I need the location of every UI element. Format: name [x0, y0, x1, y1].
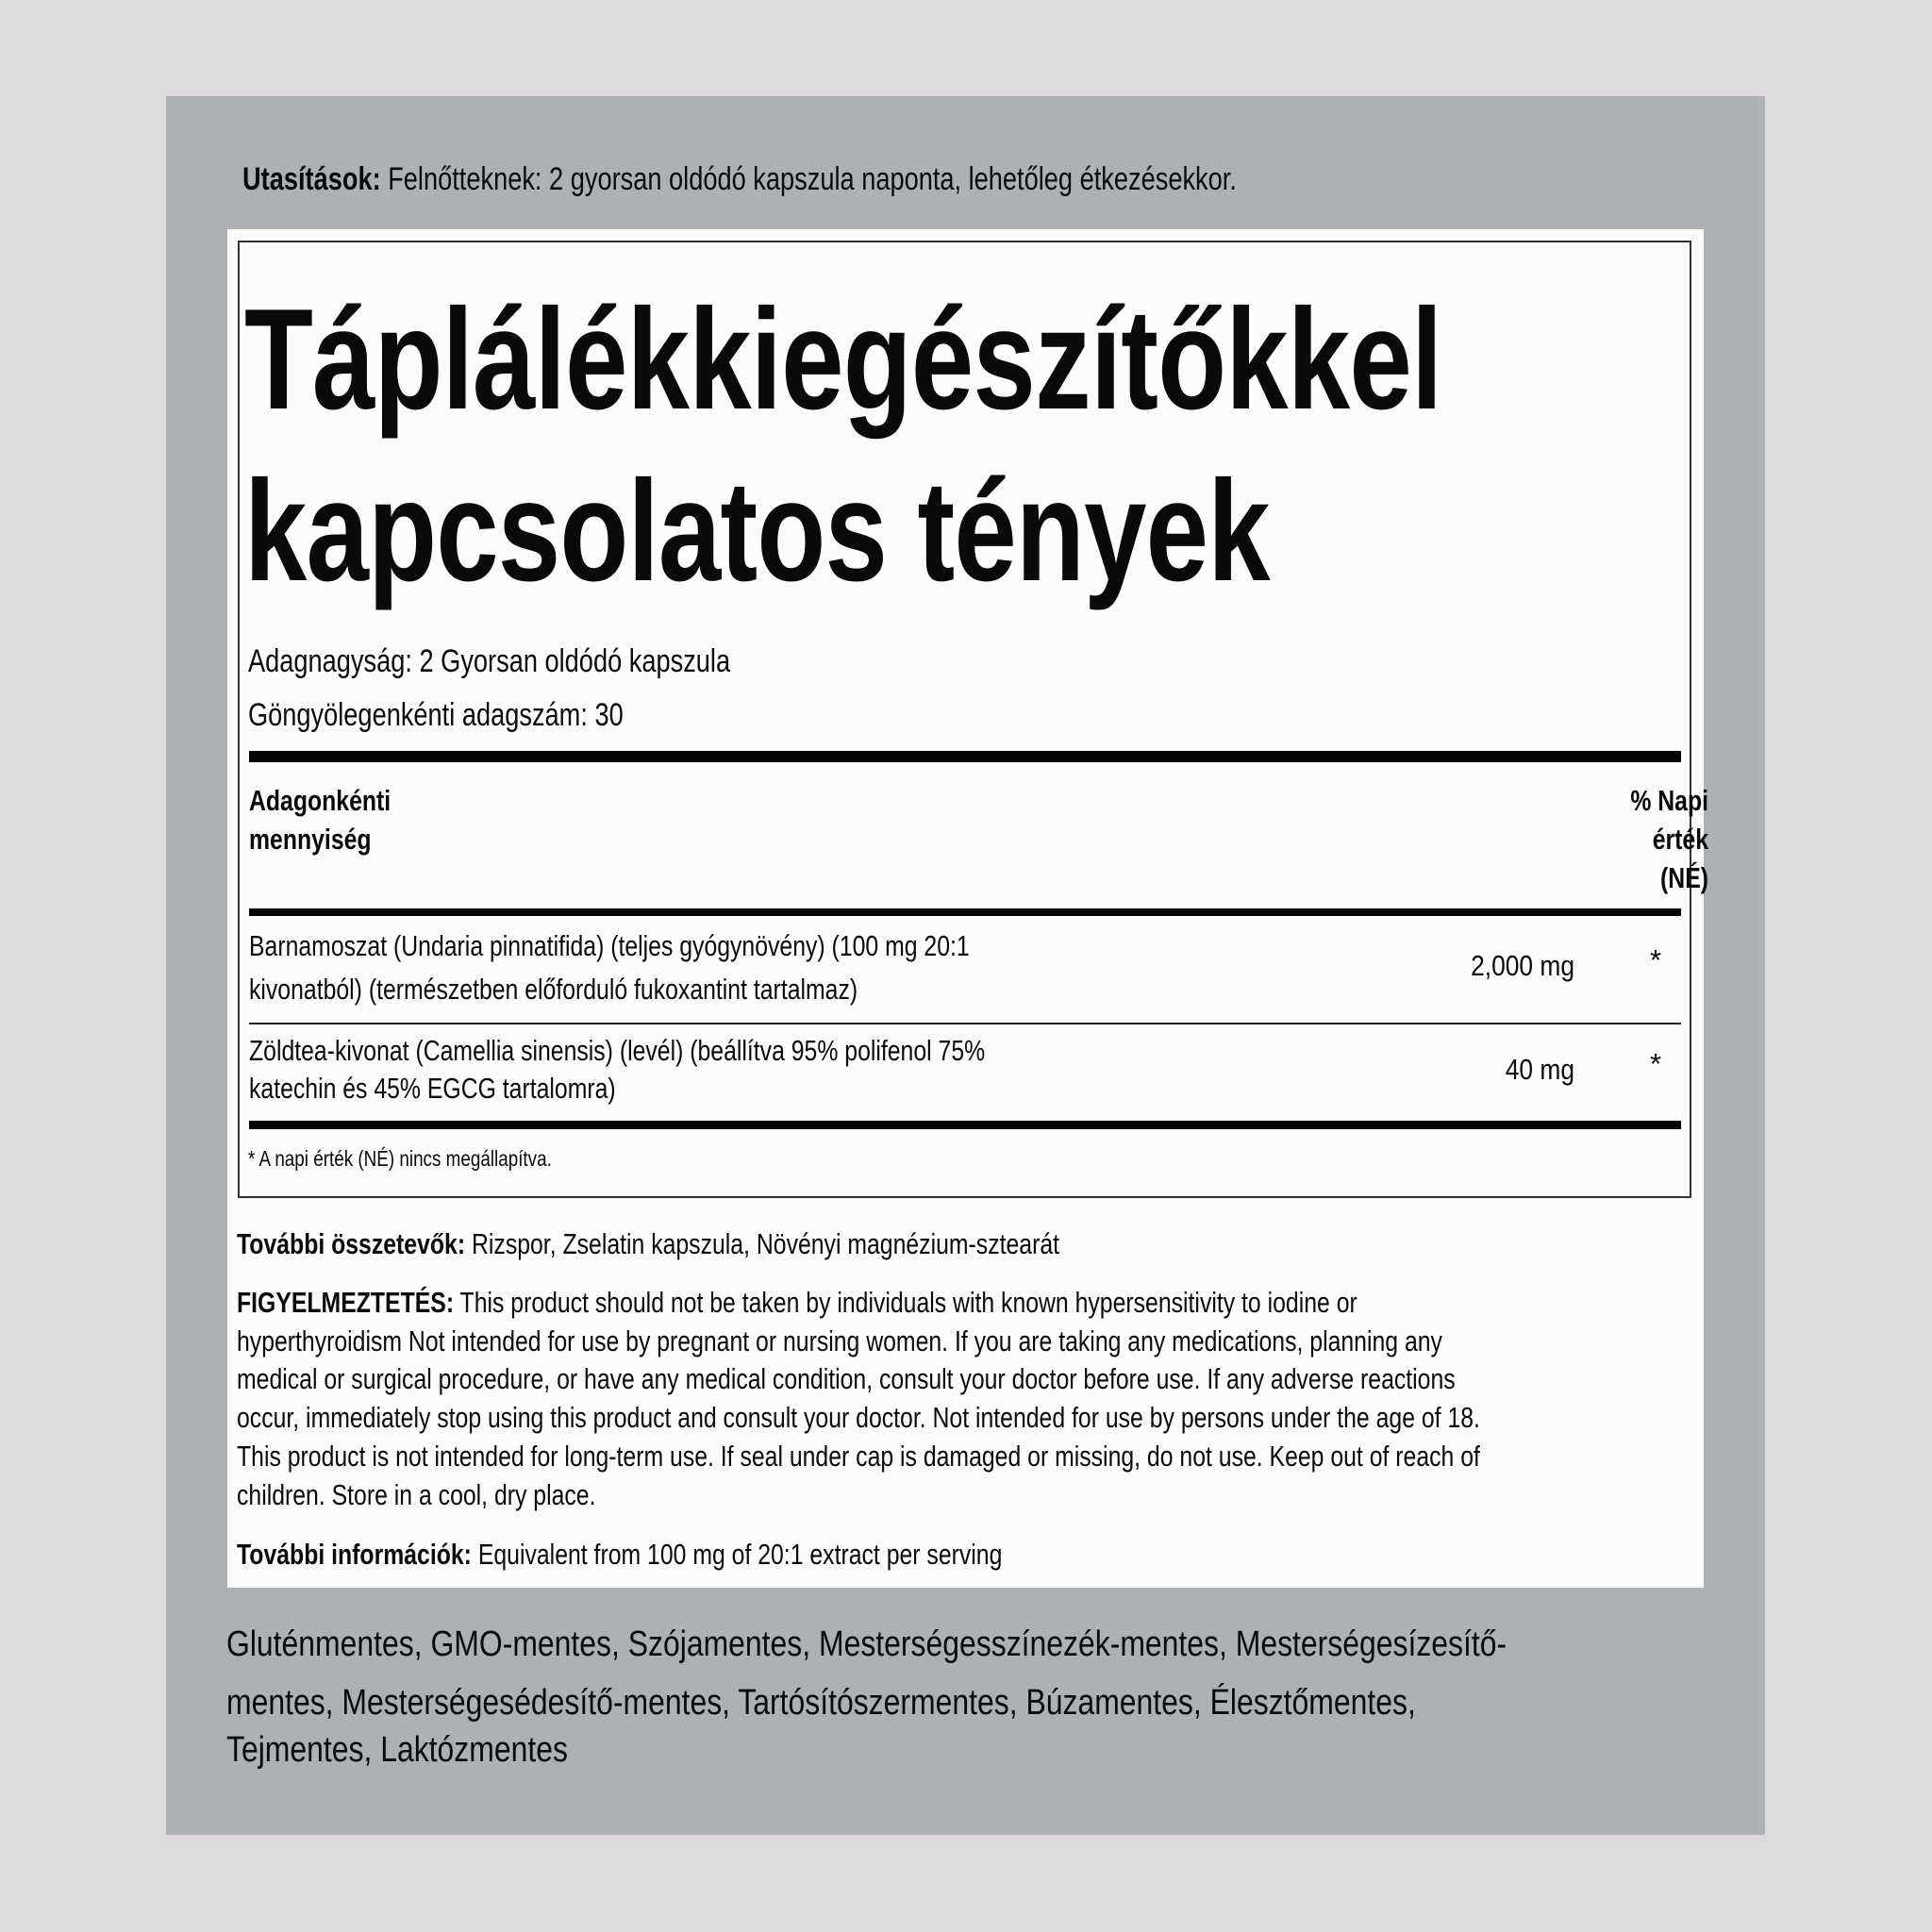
other-ingredients-text: Rizspor, Zselatin kapszula, Növényi magnézium-sztearát: [472, 1227, 1060, 1260]
dv-header-line3: (NÉ): [1660, 861, 1708, 894]
warning-line-6: children. Store in a cool, dry place.: [237, 1477, 596, 1511]
thin-divider: [249, 1023, 1681, 1024]
warning-line-3: medical or surgical procedure, or have any medical condition, consult your doctor before use. If any adverse reactions: [237, 1362, 1456, 1396]
ingredient-row-2-line2: katechin és 45% EGCG tartalomra): [249, 1072, 616, 1105]
additional-info-text: Equivalent from 100 mg of 20:1 extract per serving: [477, 1538, 1003, 1571]
additional-info: [237, 1536, 1002, 1574]
thick-divider-top: [249, 751, 1681, 762]
amount-header-line1: Adagonkénti: [249, 784, 391, 817]
ingredient-row-2-dv: *: [1650, 1047, 1662, 1080]
free-from-line-2: mentes, Mesterségesédesítő-mentes, Tartósítószermentes, Búzamentes, Élesztőmentes,: [226, 1683, 1416, 1723]
facts-title-line1: Táplálékkiegészítőkkel: [244, 279, 1442, 440]
warning-block: [237, 1284, 1480, 1514]
thick-divider-bottom: [249, 1121, 1681, 1129]
ingredient-row-2-name: [249, 1032, 985, 1108]
instructions-line: [242, 160, 1237, 198]
instructions-text: Felnőtteknek: 2 gyorsan oldódó kapszula naponta, lehetőleg étkezésekkor.: [388, 161, 1237, 197]
ingredient-row-1-name: [249, 924, 970, 1011]
ingredient-row-1-line2: kivonatból) (természetben előforduló fukoxantint tartalmaz): [249, 973, 858, 1006]
ingredient-row-1-line1: Barnamoszat (Undaria pinnatifida) (teljes gyógynövény) (100 mg 20:1: [249, 929, 970, 962]
serving-size: Adagnagyság: 2 Gyorsan oldódó kapszula: [248, 643, 731, 679]
ingredient-row-1-dv: *: [1650, 943, 1662, 976]
free-from-block: [226, 1617, 1507, 1777]
instructions-label: Utasítások:: [242, 161, 381, 197]
ingredient-row-2-line1: Zöldtea-kivonat (Camellia sinensis) (levél) (beállítva 95% polifenol 75%: [249, 1034, 986, 1067]
daily-value-footnote: * A napi érték (NÉ) nincs megállapítva.: [248, 1146, 552, 1171]
dv-header-line2: érték: [1652, 823, 1708, 856]
facts-title-line2: kapcsolatos tények: [244, 451, 1270, 611]
warning-line-5: This product is not intended for long-term use. If seal under cap is damaged or missing, do not use. Keep out of reach of: [237, 1439, 1480, 1473]
thick-divider-header: [249, 908, 1681, 916]
warning-label: FIGYELMEZTETÉS:: [237, 1286, 455, 1319]
other-ingredients: [237, 1225, 1059, 1263]
ingredient-row-2-amount: 40 mg: [1505, 1053, 1574, 1086]
warning-line-4: occur, immediately stop using this product and consult your doctor. Not intended for use by persons under the age of 18.: [237, 1401, 1480, 1435]
additional-info-label: További információk:: [237, 1538, 472, 1571]
warning-line-2: hyperthyroidism Not intended for use by pregnant or nursing women. If you are taking any medications, planning any: [237, 1324, 1442, 1357]
warning-line-1: This product should not be taken by individuals with known hypersensitivity to iodine or: [459, 1286, 1357, 1319]
free-from-line-1: Gluténmentes, GMO-mentes, Szójamentes, Mesterségesszínezék-mentes, Mesterségesízesítő-: [226, 1624, 1507, 1664]
other-ingredients-label: További összetevők:: [237, 1227, 466, 1260]
amount-header-line2: mennyiség: [249, 823, 372, 856]
servings-per-container: Göngyölegenkénti adagszám: 30: [248, 697, 624, 733]
daily-value-header: [1520, 781, 1708, 897]
ingredient-row-1-amount: 2,000 mg: [1471, 949, 1574, 982]
dv-header-line1: % Napi: [1630, 784, 1708, 817]
amount-per-serving-header: [249, 781, 391, 858]
free-from-line-3: Tejmentes, Laktózmentes: [226, 1730, 568, 1770]
